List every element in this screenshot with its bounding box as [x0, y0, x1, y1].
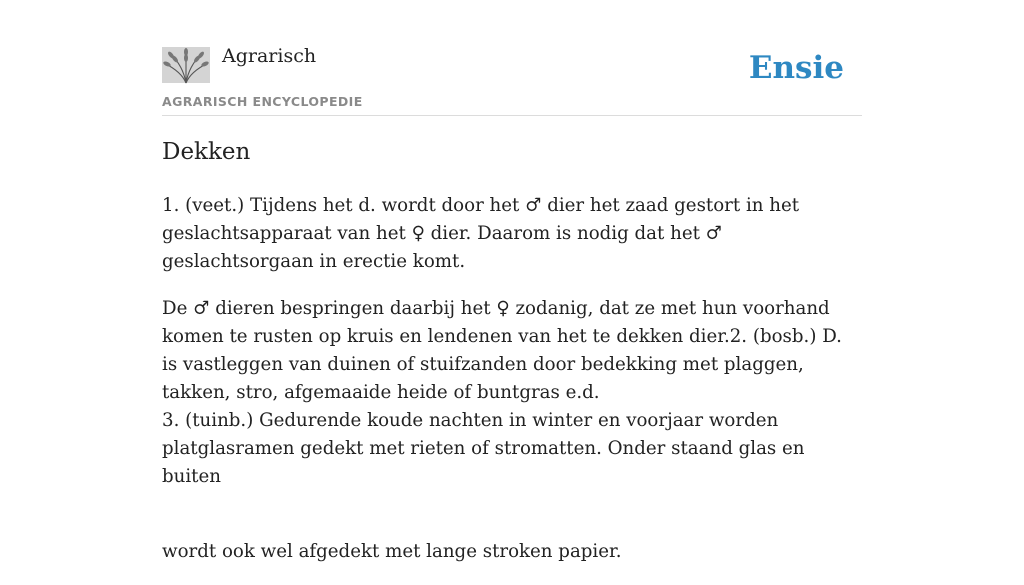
wheat-logo-icon[interactable]: [162, 47, 210, 83]
entry-paragraph-text: 3. (tuinb.) Gedurende koude nachten in winter en voorjaar worden platglasramen gedekt met rieten of stromatten. Onder staand glas en buiten: [162, 410, 805, 487]
entry-paragraph: [162, 295, 862, 491]
page: [162, 0, 862, 562]
entry-paragraph: 1. (veet.) Tijdens het d. wordt door het ♂ dier het zaad gestort in het geslachtsapparaat van het ♀ dier. Daarom is nodig dat het ♂ geslachtsorgaan in erectie komt.: [162, 195, 800, 272]
site-title[interactable]: Agrarisch: [222, 45, 317, 67]
site-header: [162, 0, 862, 116]
site-subtitle: AGRARISCH ENCYCLOPEDIE: [162, 94, 363, 109]
entry-title: Dekken: [162, 139, 251, 165]
entry-paragraph: wordt ook wel afgedekt met lange stroken papier.: [162, 541, 622, 562]
entry-paragraph-text: De ♂ dieren bespringen daarbij het ♀ zodanig, dat ze met hun voorhand komen te rusten op kruis en lendenen van het te dekken dier.2. (bosb.) D. is vastleggen van duinen of stuifzanden door bedekking met plaggen, takken, stro, afgemaaide heide of buntgras e.d.: [162, 298, 842, 403]
paragraph-gap: [162, 510, 862, 538]
entry-body: [162, 192, 862, 585]
ensie-brand-logo[interactable]: Ensie: [748, 50, 844, 86]
